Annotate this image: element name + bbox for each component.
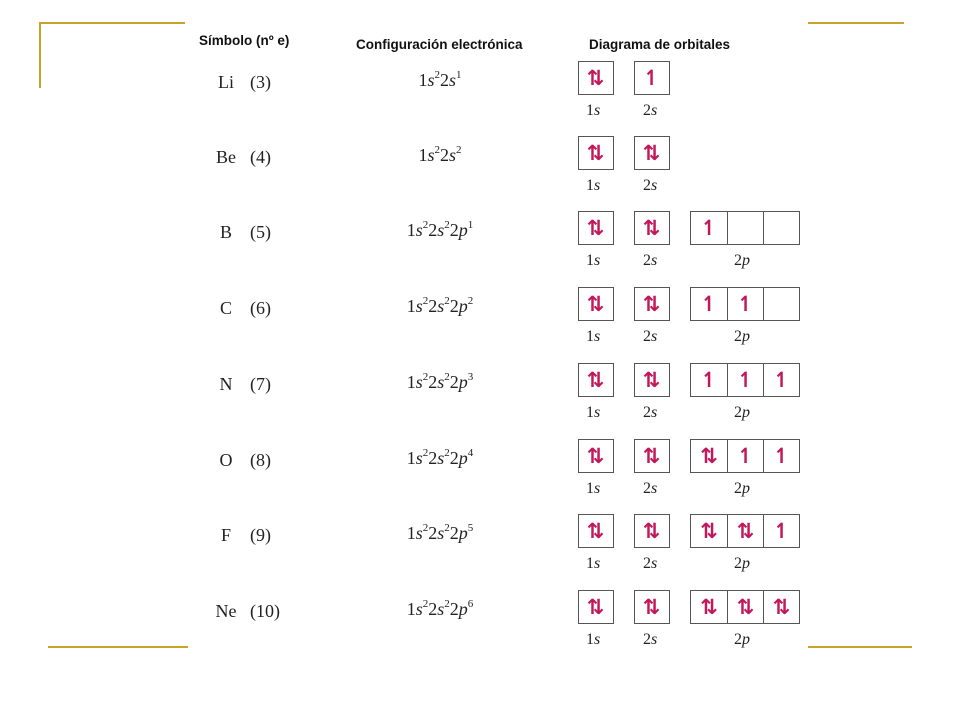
orbital-label-letter: s (651, 102, 658, 119)
shell-number: 2 (449, 599, 459, 619)
subshell-letter: s (415, 372, 423, 392)
electron-count: 2 (422, 598, 429, 610)
subshell-letter: s (437, 523, 445, 543)
orbital-box-2s (634, 590, 670, 624)
orbital-label-letter: p (742, 404, 750, 421)
orbital-label-letter: s (651, 631, 658, 648)
shell-number: 1 (418, 145, 428, 165)
element-row-be (0, 143, 960, 219)
electron-arrows-icon: ↿ (727, 440, 763, 472)
electron-number: (10) (250, 601, 280, 621)
orbital-label-1s (586, 252, 600, 270)
electron-arrows-icon: ⇅ (586, 216, 605, 240)
electron-arrows-icon: ⇅ (586, 595, 605, 619)
subshell-letter: s (437, 599, 445, 619)
orbital-label-number: 2 (643, 480, 651, 497)
orbital-label-number: 2 (643, 404, 651, 421)
electron-configuration (380, 372, 500, 393)
shell-number: 1 (406, 448, 416, 468)
orbital-label-1s (586, 480, 600, 498)
electron-number: (4) (250, 147, 271, 167)
element-row-b (0, 218, 960, 294)
shell-number: 2 (428, 220, 438, 240)
shell-number: 2 (440, 145, 449, 165)
subshell-letter: p (458, 448, 468, 468)
electron-count: 1 (456, 69, 462, 81)
orbital-label-2s (643, 328, 657, 346)
element-row-li (0, 68, 960, 144)
shell-number: 2 (428, 296, 438, 316)
orbital-label-letter: p (742, 631, 750, 648)
element-symbol: Li (218, 72, 234, 92)
orbital-label-2s (643, 102, 657, 120)
electron-count: 2 (422, 371, 429, 383)
element-symbol: N (219, 374, 233, 394)
orbital-box-2s (634, 514, 670, 548)
orbital-label-letter: s (651, 404, 658, 421)
electron-arrows-icon: ↿ (763, 440, 799, 472)
shell-number: 2 (449, 448, 459, 468)
orbital-label-letter: s (594, 404, 601, 421)
orbital-label-number: 2 (643, 177, 651, 194)
shell-number: 2 (428, 523, 438, 543)
orbital-box-2s (634, 136, 670, 170)
orbital-box-2p (690, 439, 800, 473)
electron-arrows-icon: ⇅ (586, 368, 605, 392)
element-row-o (0, 446, 960, 522)
orbital-label-number: 2 (734, 252, 742, 269)
electron-count: 2 (434, 69, 440, 81)
electron-arrows-icon: ⇅ (642, 368, 661, 392)
electron-arrows-icon: ⇅ (642, 444, 661, 468)
element-symbol: C (219, 298, 232, 318)
orbital-label-2s (643, 480, 657, 498)
orbital-label-letter: s (594, 555, 601, 572)
orbital-box-1s (578, 439, 614, 473)
orbital-label-2s (643, 404, 657, 422)
shell-number: 1 (418, 70, 428, 90)
electron-number: (5) (250, 222, 271, 242)
orbital-label-2s (643, 177, 657, 195)
electron-arrows-icon: ⇅ (642, 292, 661, 316)
shell-number: 2 (449, 372, 459, 392)
orbital-label-letter: p (742, 328, 750, 345)
electron-arrows-icon: ⇅ (700, 519, 718, 543)
shell-number: 2 (428, 448, 438, 468)
electron-count: 2 (456, 144, 462, 156)
electron-arrows-icon: ⇅ (727, 591, 763, 623)
orbital-label-number: 2 (643, 631, 651, 648)
electron-arrows-icon: ⇅ (700, 444, 718, 468)
subshell-letter: p (458, 296, 468, 316)
electron-arrows-icon: ⇅ (586, 444, 605, 468)
shell-number: 2 (428, 599, 438, 619)
orbital-box-2p (690, 211, 800, 245)
orbital-label-number: 1 (586, 404, 594, 421)
orbital-label-letter: p (742, 252, 750, 269)
electron-count: 2 (444, 219, 450, 231)
orbital-label-1s (586, 328, 600, 346)
orbital-label-2s (643, 555, 657, 573)
shell-number: 1 (406, 599, 416, 619)
electron-count: 2 (444, 371, 450, 383)
orbital-label-letter: s (651, 328, 658, 345)
orbital-label-1s (586, 555, 600, 573)
electron-count: 2 (422, 295, 429, 307)
orbital-box-2p (690, 590, 800, 624)
electron-count: 1 (467, 219, 474, 231)
subshell-letter: s (415, 448, 423, 468)
orbital-label-number: 2 (734, 631, 742, 648)
orbital-label-number: 2 (643, 328, 651, 345)
electron-count: 2 (444, 295, 450, 307)
shell-number: 2 (428, 372, 438, 392)
orbital-label-2s (643, 631, 657, 649)
orbital-label-letter: s (594, 102, 601, 119)
orbital-label-number: 2 (643, 102, 651, 119)
subshell-letter: s (427, 145, 435, 165)
electron-arrows-icon (763, 288, 799, 320)
electron-arrows-icon (763, 212, 799, 244)
element-row-f (0, 521, 960, 597)
electron-arrows-icon: ↿ (727, 364, 763, 396)
electron-count: 2 (434, 144, 440, 156)
orbital-box-1s (578, 211, 614, 245)
orbital-box-2s (634, 439, 670, 473)
element-row-c (0, 294, 960, 370)
orbital-label-letter: s (594, 631, 601, 648)
electron-number: (7) (250, 374, 271, 394)
electron-number: (8) (250, 450, 271, 470)
frame-top-left-h (39, 22, 185, 24)
shell-number: 1 (406, 372, 416, 392)
frame-top-right-h (808, 22, 904, 24)
subshell-letter: s (415, 523, 423, 543)
orbital-label-1s (586, 631, 600, 649)
orbital-box-1s (578, 61, 614, 95)
orbital-label-number: 2 (734, 555, 742, 572)
electron-configuration (380, 599, 500, 620)
element-symbol: F (220, 525, 231, 545)
orbital-box-1s (578, 514, 614, 548)
orbital-label-2p (734, 480, 750, 498)
electron-configuration (380, 523, 500, 544)
orbital-box-2p (690, 514, 800, 548)
orbital-label-number: 2 (643, 252, 651, 269)
orbital-label-1s (586, 404, 600, 422)
subshell-letter: s (415, 599, 423, 619)
subshell-letter: s (415, 296, 423, 316)
orbital-box-2s (634, 211, 670, 245)
subshell-letter: s (437, 220, 445, 240)
subshell-letter: s (415, 220, 423, 240)
orbital-box-2s (634, 287, 670, 321)
electron-number: (6) (250, 298, 271, 318)
electron-arrows-icon: ↿ (700, 368, 718, 392)
orbital-label-2s (643, 252, 657, 270)
orbital-box-2p (690, 363, 800, 397)
electron-count: 2 (467, 295, 474, 307)
orbital-label-number: 2 (734, 404, 742, 421)
electron-arrows-icon: ↿ (642, 66, 661, 90)
orbital-label-2p (734, 631, 750, 649)
electron-count: 2 (422, 522, 429, 534)
orbital-box-1s (578, 136, 614, 170)
orbital-label-letter: s (651, 555, 658, 572)
header-symbol: Símbolo (nº e) (199, 33, 290, 48)
orbital-box-2p (690, 287, 800, 321)
element-symbol: O (219, 450, 233, 470)
orbital-label-number: 1 (586, 555, 594, 572)
electron-count: 2 (422, 447, 429, 459)
electron-configuration (380, 296, 500, 317)
orbital-label-letter: s (651, 177, 658, 194)
orbital-label-letter: p (742, 555, 750, 572)
subshell-letter: s (449, 145, 457, 165)
electron-arrows-icon: ⇅ (586, 292, 605, 316)
orbital-label-number: 2 (643, 555, 651, 572)
electron-arrows-icon: ⇅ (586, 141, 605, 165)
element-symbol: Be (216, 147, 236, 167)
electron-arrows-icon: ⇅ (586, 66, 605, 90)
orbital-label-1s (586, 177, 600, 195)
subshell-letter: s (427, 70, 435, 90)
orbital-label-number: 1 (586, 631, 594, 648)
orbital-label-2p (734, 252, 750, 270)
orbital-box-1s (578, 590, 614, 624)
element-symbol: Ne (215, 601, 237, 621)
subshell-letter: s (437, 296, 445, 316)
electron-configuration (380, 448, 500, 469)
electron-count: 4 (467, 447, 474, 459)
electron-number: (3) (250, 72, 271, 92)
subshell-letter: p (458, 220, 468, 240)
shell-number: 1 (406, 220, 416, 240)
shell-number: 2 (449, 296, 459, 316)
header-orbital-diagram: Diagrama de orbitales (589, 37, 731, 52)
electron-arrows-icon: ↿ (727, 288, 763, 320)
orbital-box-1s (578, 363, 614, 397)
orbital-label-letter: s (594, 252, 601, 269)
shell-number: 2 (449, 523, 459, 543)
electron-arrows-icon: ⇅ (642, 141, 661, 165)
element-symbol: B (219, 222, 232, 242)
orbital-label-number: 2 (734, 328, 742, 345)
electron-arrows-icon: ↿ (763, 515, 799, 547)
electron-count: 2 (444, 522, 450, 534)
orbital-label-letter: s (594, 328, 601, 345)
orbital-label-2p (734, 404, 750, 422)
orbital-box-2s (634, 363, 670, 397)
shell-number: 2 (440, 70, 449, 90)
electron-configuration (380, 220, 500, 241)
orbital-label-number: 1 (586, 328, 594, 345)
orbital-label-1s (586, 102, 600, 120)
orbital-label-2p (734, 555, 750, 573)
electron-arrows-icon: ⇅ (642, 595, 661, 619)
orbital-label-letter: s (651, 480, 658, 497)
electron-arrows-icon (727, 212, 763, 244)
electron-count: 2 (444, 447, 450, 459)
electron-count: 3 (467, 371, 474, 383)
electron-arrows-icon: ⇅ (642, 216, 661, 240)
orbital-label-letter: s (594, 177, 601, 194)
orbital-label-number: 1 (586, 177, 594, 194)
electron-arrows-icon: ↿ (763, 364, 799, 396)
electron-arrows-icon: ↿ (700, 216, 718, 240)
header-configuration: Configuración electrónica (356, 37, 523, 52)
electron-count: 2 (422, 219, 429, 231)
electron-arrows-icon: ↿ (700, 292, 718, 316)
subshell-letter: p (458, 523, 468, 543)
orbital-label-number: 1 (586, 102, 594, 119)
shell-number: 1 (406, 296, 416, 316)
electron-arrows-icon: ⇅ (727, 515, 763, 547)
electron-arrows-icon: ⇅ (642, 519, 661, 543)
subshell-letter: s (449, 70, 457, 90)
electron-count: 5 (467, 522, 474, 534)
orbital-box-1s (578, 287, 614, 321)
electron-arrows-icon: ⇅ (586, 519, 605, 543)
electron-configuration (380, 145, 500, 166)
shell-number: 1 (406, 523, 416, 543)
subshell-letter: p (458, 599, 468, 619)
subshell-letter: p (458, 372, 468, 392)
orbital-label-letter: p (742, 480, 750, 497)
electron-arrows-icon: ⇅ (763, 591, 799, 623)
electron-configuration (380, 70, 500, 91)
element-row-n (0, 370, 960, 446)
electron-arrows-icon: ⇅ (700, 595, 718, 619)
orbital-label-number: 1 (586, 252, 594, 269)
orbital-label-letter: s (651, 252, 658, 269)
subshell-letter: s (437, 372, 445, 392)
element-row-ne (0, 597, 960, 673)
electron-number: (9) (250, 525, 271, 545)
orbital-label-number: 1 (586, 480, 594, 497)
subshell-letter: s (437, 448, 445, 468)
orbital-label-2p (734, 328, 750, 346)
shell-number: 2 (449, 220, 459, 240)
orbital-label-letter: s (594, 480, 601, 497)
orbital-label-number: 2 (734, 480, 742, 497)
orbital-box-2s (634, 61, 670, 95)
electron-count: 6 (467, 598, 474, 610)
electron-count: 2 (444, 598, 450, 610)
